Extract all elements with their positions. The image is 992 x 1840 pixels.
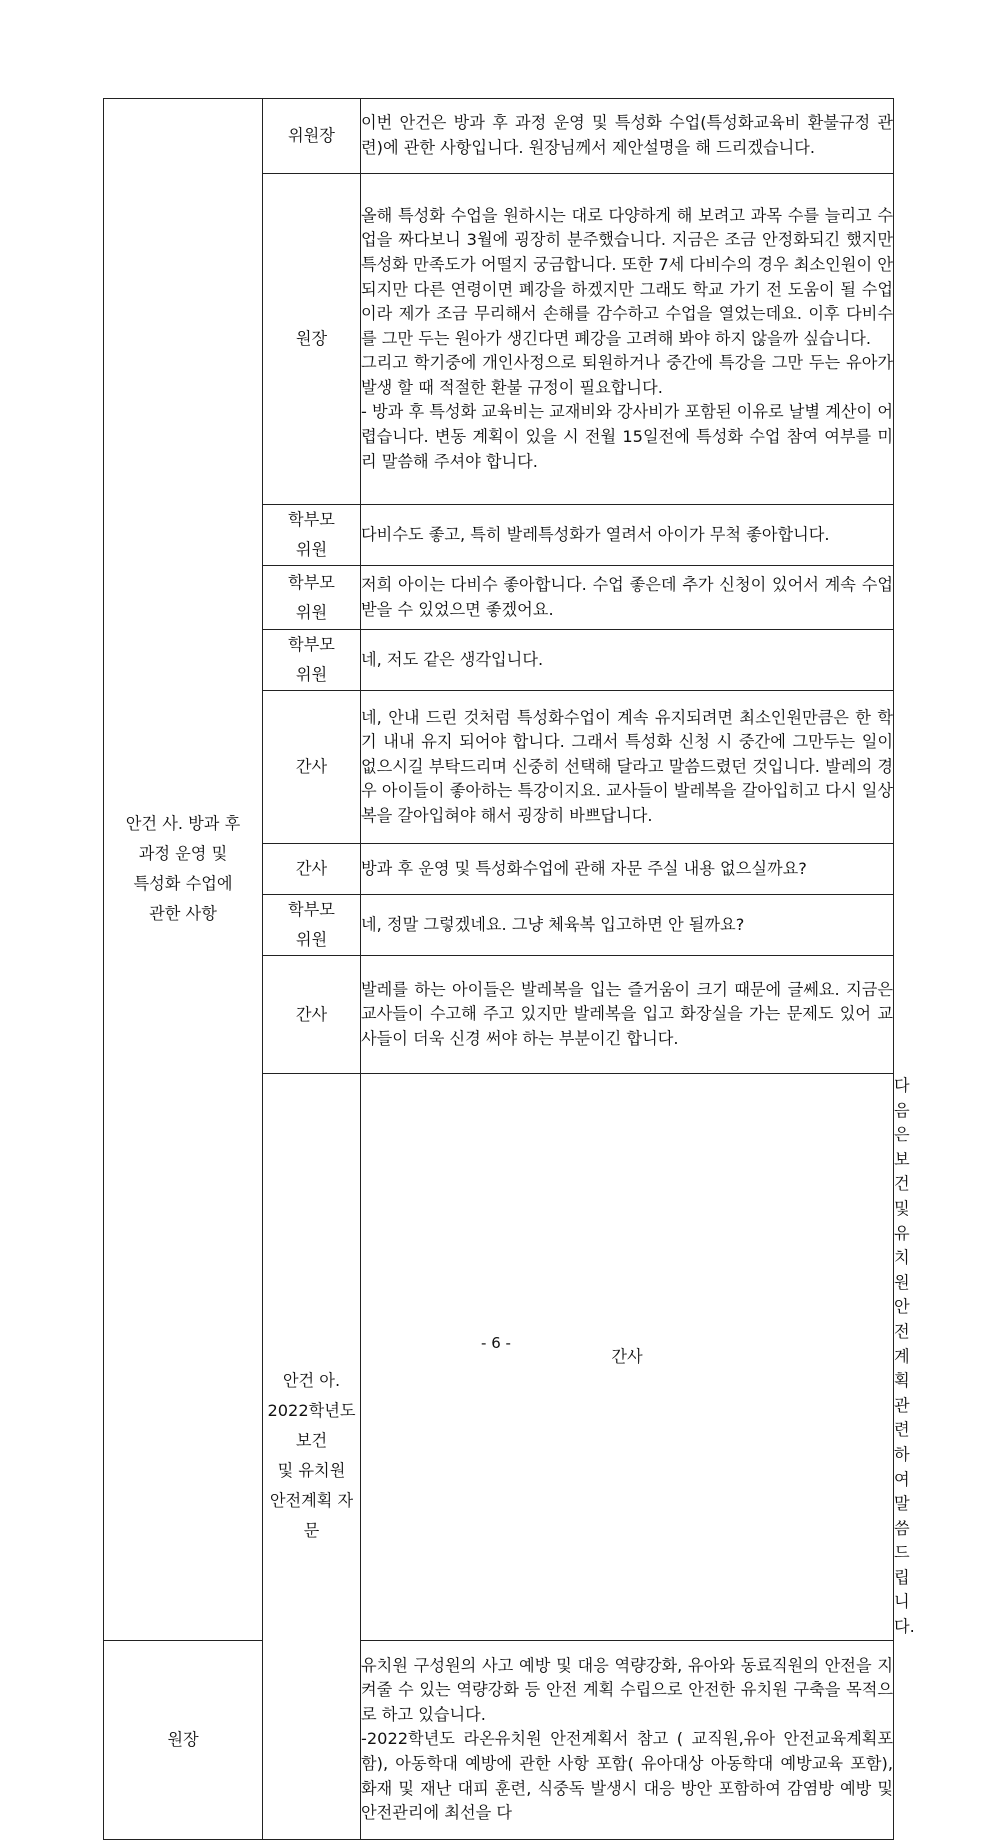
agenda-title-line: 관한 사항 [149,904,217,924]
speech-cell [361,505,894,566]
speaker-name: 위원 [295,665,328,684]
speech-text: 올해 특성화 수업을 원하시는 대로 다양하게 해 보려고 과목 수를 늘리고 수업을 짜다보니 3월에 굉장히 분주했습니다. 지금은 조금 안정화되긴 했지만 특성화 만족도가 어떨지 궁금합니다. 또한 7세 다비수의 경우 최소인원이 안 되지만 다른 연령이면 폐강을 하겠지만 그래도 학교 가기 전 도움이 될 수업이라 제가 조금 무리해서 손해를 감수하고 수업을 열었는데요. 이후 다비수를 그만 두는 원아가 생긴다면 폐강을 고려해 봐야 하지 않을까 싶습니다. [361,205,893,348]
speaker-name: 학부모 [288,572,335,592]
speaker-cell [263,844,361,895]
speaker-name: 위원 [295,930,328,949]
speaker-name: 학부모 [288,510,335,529]
speech-text: 방과 후 운영 및 특성화수업에 관해 자문 주실 내용 없으실까요? [361,858,807,878]
agenda-cell [263,1074,361,1840]
speech-cell [361,956,894,1074]
speaker-name: 위원장 [288,126,335,145]
agenda-title-line: 과정 운영 및 [138,844,228,864]
speech-text: 저희 아이는 다비수 좋아합니다. 수업 좋은데 추가 신청이 있어서 계속 수업 받을 수 있었으면 좋겠어요. [361,574,893,619]
agenda-title-line: 2022학년도 보건 [267,1401,356,1451]
speaker-cell [263,566,361,630]
speech-text: 네, 안내 드린 것처럼 특성화수업이 계속 유지되려면 최소인원만큼은 한 학기 내내 유지 되어야 합니다. 그래서 특성화 신청 시 중간에 그만두는 일이 없으시길 부탁드리며 신중히 선택해 달라고 말씀드렸던 것입니다. 발레의 경우 아이들이 좋아하는 특강이지요. 교사들이 발레복을 갈아입히고 다시 일상복을 갈아입혀야 해서 굉장히 바쁘답니다. [361,707,893,825]
speaker-cell [263,895,361,956]
speaker-name: 간사 [295,859,328,878]
speaker-name: 학부모 [288,635,335,654]
speaker-name: 원장 [167,1729,199,1749]
speech-cell [361,691,894,844]
agenda-title-line: 안건 아. [282,1371,341,1391]
speech-text: 그리고 학기중에 개인사정으로 퇴원하거나 중간에 특강을 그만 두는 유아가 발생 할 때 적절한 환불 규정이 필요합니다. [361,353,893,397]
speaker-name: 간사 [611,1346,643,1366]
speech-cell [361,566,894,630]
agenda-title-line: 안전계획 자문 [269,1491,354,1541]
agenda-cell [104,99,263,1641]
speech-text: 유치원 구성원의 사고 예방 및 대응 역량강화, 유아와 동료직원의 안전을 지켜줄 수 있는 역량강화 등 안전 계획 수립으로 안전한 유치원 구축을 목적으로 하고 있습니다. [361,1655,893,1724]
agenda-title-line: 특성화 수업에 [133,874,233,894]
speaker-name: 간사 [295,1004,328,1024]
speaker-cell [263,99,361,174]
speech-cell [361,174,894,505]
speech-text: 네, 저도 같은 생각입니다. [361,649,544,669]
speaker-name: 학부모 [288,900,335,919]
speech-text: 다비수도 좋고, 특히 발레특성화가 열려서 아이가 무척 좋아합니다. [361,524,830,544]
speech-text: 네, 정말 그렇겠네요. 그냥 체육복 입고하면 안 될까요? [361,914,745,934]
agenda-title-line: 및 유치원 [277,1461,346,1481]
speaker-cell [263,505,361,566]
speech-cell [361,1640,894,1839]
speech-cell [361,630,894,691]
speech-cell [361,844,894,895]
speech-text: - 방과 후 특성화 교육비는 교재비와 강사비가 포함된 이유로 날별 계산이 어렵습니다. 변동 계획이 있을 시 전월 15일전에 특성화 수업 참여 여부를 미리 말씀해 주셔야 합니다. [361,402,893,471]
speaker-cell [263,630,361,691]
speech-text: 발레를 하는 아이들은 발레복을 입는 즐거움이 크기 때문에 글쎄요. 지금은 교사들이 수고해 주고 있지만 발레복을 입고 화장실을 가는 문제도 있어 교사들이 더욱 신경 써야 하는 부분이긴 합니다. [361,979,893,1048]
speaker-cell [104,1640,263,1839]
page-number: - 6 - [481,1334,511,1352]
speech-text: 이번 안건은 방과 후 과정 운영 및 특성화 수업(특성화교육비 환불규정 관련)에 관한 사항입니다. 원장님께서 제안설명을 해 드리겠습니다. [361,113,893,157]
table-row [104,1640,894,1839]
speech-cell [361,99,894,174]
speaker-name: 원장 [295,329,328,348]
speaker-name: 위원 [295,602,328,622]
speaker-name: 위원 [295,540,328,559]
speaker-name: 간사 [295,757,328,776]
agenda-title-line: 안건 사. 방과 후 [125,814,241,834]
speaker-cell [263,174,361,505]
table-row [104,99,894,174]
minutes-table [103,98,915,1840]
table-row: 안건 아. 2022학년도 보건 및 유치원 안전계획 자문 간사 다음은 보건 및 유치원 안전계획 관련하여 말씀 드립니다. [104,1074,894,1641]
speaker-cell [263,956,361,1074]
speech-cell [361,895,894,956]
speaker-cell [263,691,361,844]
speech-text: -2022학년도 라온유치원 안전계획서 참고 ( 교직원,유아 안전교육계획포함), 아동학대 예방에 관한 사항 포함( 유아대상 아동학대 예방교육 포함), 화재 및 재난 대피 훈련, 식중독 발생시 대응 방안 포함하여 감염방 예방 및 안전관리에 최선을 다 [361,1729,893,1823]
speaker-cell [361,1074,894,1641]
